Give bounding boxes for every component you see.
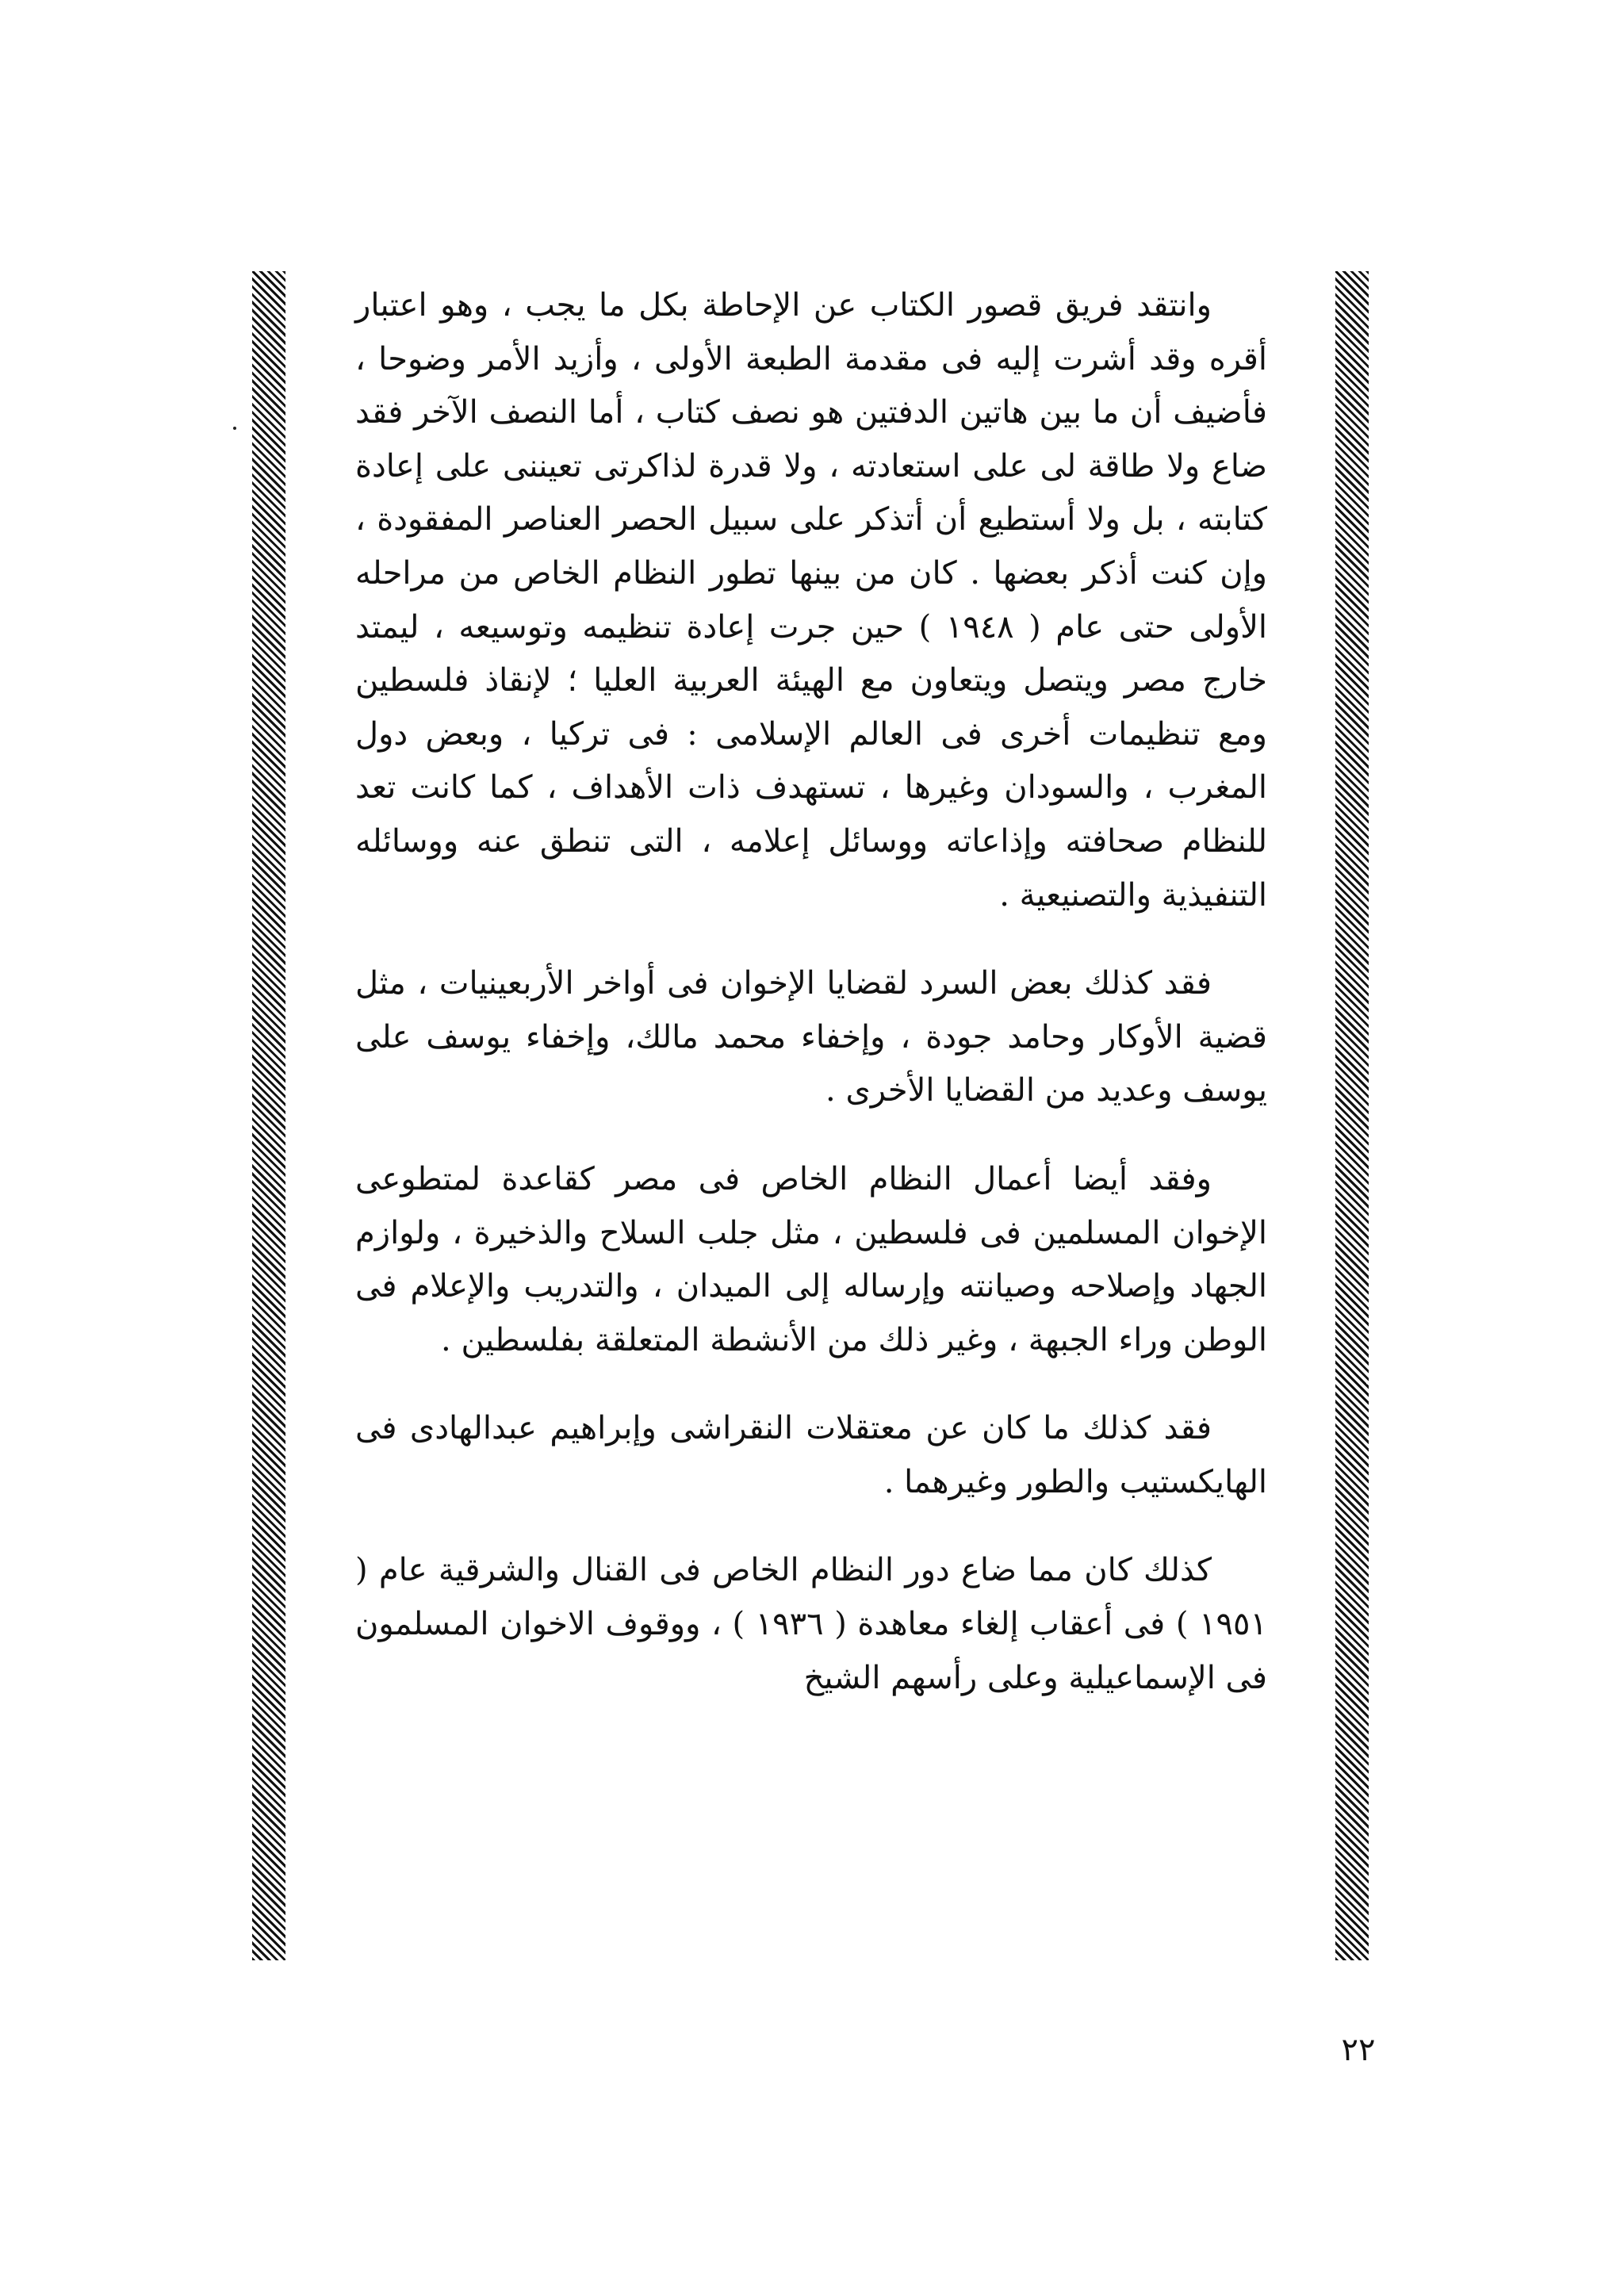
paragraph: فقد كذلك بعض السرد لقضايا الإخوان فى أواخر الأربعينيات ، مثل قضية الأوكار وحامد جودة ، وإخفاء محمد مالك، وإخفاء يوسف على يوسف وعديد من القضايا الأخرى . — [355, 965, 1267, 1109]
page-body-text — [355, 279, 1267, 1705]
page-number: ٢٢ — [1341, 2032, 1376, 2068]
decorative-border-left — [252, 271, 285, 1960]
paragraph: كذلك كان مما ضاع دور النظام الخاص فى القنال والشرقية عام ( ١٩٥١ ) فى أعقاب إلغاء معاهدة ( ١٩٣٦ ) ، ووقوف الاخوان المسلمون فى الإسماعيلية وعلى رأسهم الشيخ — [355, 1552, 1267, 1696]
paragraph: وانتقد فريق قصور الكتاب عن الإحاطة بكل ما يجب ، وهو اعتبار أقره وقد أشرت إليه فى مقدمة الطبعة الأولى ، وأزيد الأمر وضوحا ، فأضيف أن ما بين هاتين الدفتين هو نصف كتاب ، أما النصف الآخر فقد ضاع ولا طاقة لى على استعادته ، ولا قدرة لذاكرتى تعيننى على إعادة كتابته ، بل ولا أستطيع أن أتذكر على سبيل الحصر العناصر المفقودة ، وإن كنت أذكر بعضها . كان من بينها تطور النظام الخاص من مراحله الأولى حتى عام ( ١٩٤٨ ) حين جرت إعادة تنظيمه وتوسيعه ، ليمتد خارج مصر ويتصل ويتعاون مع الهيئة العربية العليا ؛ لإنقاذ فلسطين ومع تنظيمات أخرى فى العالم الإسلامى : فى تركيا ، وبعض دول المغرب ، والسودان وغيرها ، تستهدف ذات الأهداف ، كما كانت تعد للنظام صحافته وإذاعاته ووسائل إعلامه ، التى تنطق عنه ووسائله التنفيذية والتصنيعية . — [355, 287, 1267, 914]
scan-speck — [233, 427, 236, 430]
paragraph: فقد كذلك ما كان عن معتقلات النقراشى وإبراهيم عبدالهادى فى الهايكستيب والطور وغيرهما . — [355, 1410, 1267, 1500]
paragraph: وفقد أيضا أعمال النظام الخاص فى مصر كقاعدة لمتطوعى الإخوان المسلمين فى فلسطين ، مثل جلب السلاح والذخيرة ، ولوازم الجهاد وإصلاحه وصيانته وإرساله إلى الميدان ، والتدريب والإعلام فى الوطن وراء الجبهة ، وغير ذلك من الأنشطة المتعلقة بفلسطين . — [355, 1160, 1267, 1358]
decorative-border-right — [1335, 271, 1369, 1960]
